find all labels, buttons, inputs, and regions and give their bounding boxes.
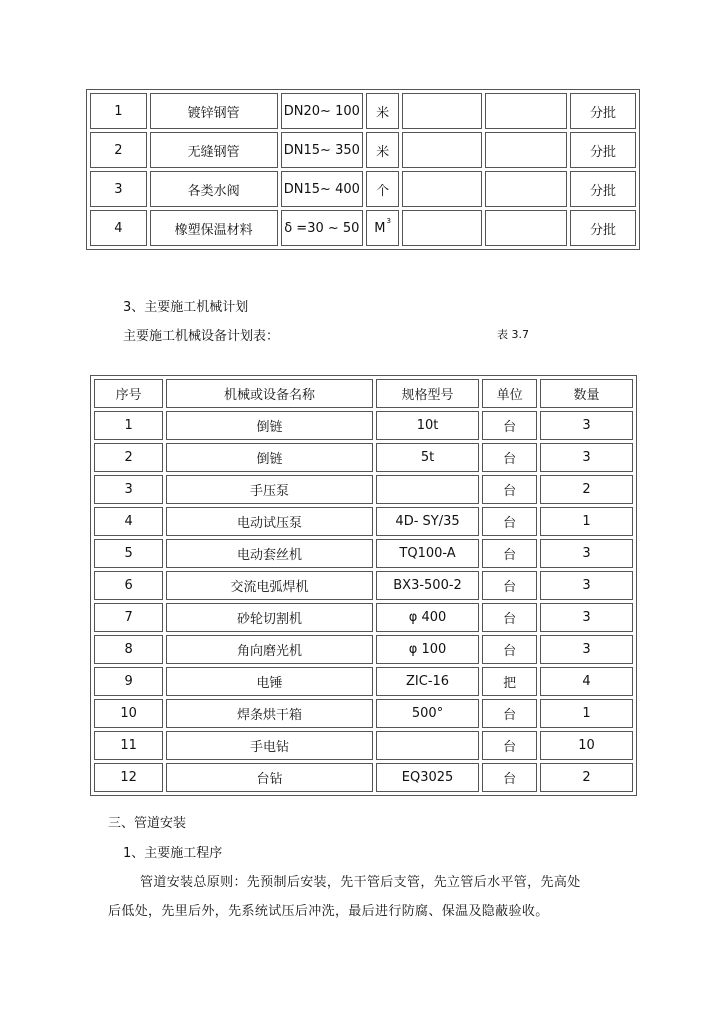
quantity-cell: 3: [540, 443, 633, 472]
table-row: [94, 571, 633, 600]
section-3-title: 3、主要施工机械计划: [123, 300, 249, 315]
material-name-cell: 镀锌钢管: [150, 93, 278, 129]
equipment-name-cell: 焊条烘干箱: [166, 699, 373, 728]
quantity-cell: 3: [540, 603, 633, 632]
header-cell: 规格型号: [376, 379, 479, 408]
material-name-cell: 各类水阀: [150, 171, 278, 207]
unit-cell: 台: [482, 763, 537, 792]
spec-cell: DN20~ 100: [281, 93, 364, 129]
model-cell: BX3-500-2: [376, 571, 479, 600]
material-name-cell: 无缝钢管: [150, 132, 278, 168]
row-number-cell: 3: [94, 475, 163, 504]
subsection-1-title: 1、主要施工程序: [123, 846, 223, 861]
unit-superscript: 3: [386, 216, 391, 225]
note-cell: 分批: [570, 210, 636, 246]
equipment-name-cell: 手压泵: [166, 475, 373, 504]
model-cell: ZIC-16: [376, 667, 479, 696]
row-number-cell: 6: [94, 571, 163, 600]
model-cell: EQ3025: [376, 763, 479, 792]
model-cell: [376, 731, 479, 760]
model-cell: 4D- SY/35: [376, 507, 479, 536]
table-row: [90, 171, 636, 207]
table-row: [94, 475, 633, 504]
row-number-cell: 11: [94, 731, 163, 760]
model-cell: φ 100: [376, 635, 479, 664]
row-number-cell: 2: [90, 132, 147, 168]
spec-cell: δ =30 ~ 50: [281, 210, 364, 246]
equipment-name-cell: 电锤: [166, 667, 373, 696]
quantity-cell: 3: [540, 539, 633, 568]
header-cell: 序号: [94, 379, 163, 408]
unit-cell: 台: [482, 443, 537, 472]
quantity-cell: 1: [540, 507, 633, 536]
quantity-cell: 3: [540, 411, 633, 440]
machinery-header-row: [94, 379, 633, 408]
paragraph-line-2: 后低处，先里后外，先系统试压后冲洗，最后进行防腐、保温及隐蔽验收。: [108, 904, 549, 919]
row-number-cell: 5: [94, 539, 163, 568]
header-cell: 机械或设备名称: [166, 379, 373, 408]
table-row: [90, 132, 636, 168]
equipment-name-cell: 倒链: [166, 411, 373, 440]
chapter-3-title: 三、管道安装: [108, 816, 187, 831]
quantity-cell: 2: [540, 763, 633, 792]
table-row: [94, 635, 633, 664]
row-number-cell: 10: [94, 699, 163, 728]
paragraph-line-1: 管道安装总原则：先预制后安装，先干管后支管，先立管后水平管，先高处: [140, 875, 581, 890]
row-number-cell: 12: [94, 763, 163, 792]
row-number-cell: 4: [90, 210, 147, 246]
equipment-name-cell: 电动套丝机: [166, 539, 373, 568]
table-row: [90, 93, 636, 129]
unit-cell: 台: [482, 539, 537, 568]
equipment-name-cell: 倒链: [166, 443, 373, 472]
unit-cell: [366, 93, 399, 129]
empty-cell: [402, 171, 481, 207]
quantity-cell: 4: [540, 667, 633, 696]
equipment-name-cell: 交流电弧焊机: [166, 571, 373, 600]
equipment-name-cell: 电动试压泵: [166, 507, 373, 536]
unit-text: M: [374, 220, 386, 236]
equipment-name-cell: 手电钻: [166, 731, 373, 760]
table-row: [94, 443, 633, 472]
table-row: [90, 210, 636, 246]
unit-cell: 把: [482, 667, 537, 696]
empty-cell: [402, 132, 481, 168]
empty-cell: [485, 210, 568, 246]
empty-cell: [485, 93, 568, 129]
note-cell: 分批: [570, 132, 636, 168]
materials-table: [86, 89, 640, 250]
quantity-cell: 2: [540, 475, 633, 504]
table-row: [94, 699, 633, 728]
table-row: [94, 539, 633, 568]
row-number-cell: 8: [94, 635, 163, 664]
table-row: [94, 731, 633, 760]
row-number-cell: 1: [94, 411, 163, 440]
empty-cell: [485, 171, 568, 207]
note-cell: 分批: [570, 93, 636, 129]
table-number: 表 3.7: [497, 328, 529, 341]
header-cell: 数量: [540, 379, 633, 408]
spec-cell: DN15~ 350: [281, 132, 364, 168]
quantity-cell: 3: [540, 571, 633, 600]
empty-cell: [402, 210, 481, 246]
equipment-name-cell: 砂轮切割机: [166, 603, 373, 632]
unit-cell: 台: [482, 571, 537, 600]
row-number-cell: 9: [94, 667, 163, 696]
unit-cell: 台: [482, 475, 537, 504]
unit-cell: 台: [482, 507, 537, 536]
table-row: [94, 667, 633, 696]
unit-cell: 台: [482, 411, 537, 440]
model-cell: 500°: [376, 699, 479, 728]
equipment-name-cell: 台钻: [166, 763, 373, 792]
quantity-cell: 1: [540, 699, 633, 728]
model-cell: 10t: [376, 411, 479, 440]
unit-cell: 台: [482, 731, 537, 760]
unit-cell: 台: [482, 699, 537, 728]
model-cell: 5t: [376, 443, 479, 472]
table-row: [94, 507, 633, 536]
unit-cell: [366, 171, 399, 207]
empty-cell: [402, 93, 481, 129]
unit-cell: 台: [482, 603, 537, 632]
machinery-table: [90, 375, 637, 796]
table-row: [94, 411, 633, 440]
unit-text: 米: [376, 105, 390, 121]
row-number-cell: 4: [94, 507, 163, 536]
empty-cell: [485, 132, 568, 168]
row-number-cell: 1: [90, 93, 147, 129]
table-row: [94, 603, 633, 632]
row-number-cell: 3: [90, 171, 147, 207]
model-cell: [376, 475, 479, 504]
unit-cell: 台: [482, 635, 537, 664]
note-cell: 分批: [570, 171, 636, 207]
quantity-cell: 3: [540, 635, 633, 664]
row-number-cell: 7: [94, 603, 163, 632]
model-cell: TQ100-A: [376, 539, 479, 568]
unit-text: 米: [376, 144, 390, 160]
unit-cell: [366, 210, 399, 246]
unit-text: 个: [376, 183, 390, 199]
model-cell: φ 400: [376, 603, 479, 632]
header-cell: 单位: [482, 379, 537, 408]
quantity-cell: 10: [540, 731, 633, 760]
machinery-caption: 主要施工机械设备计划表：: [123, 329, 280, 344]
unit-cell: [366, 132, 399, 168]
spec-cell: DN15~ 400: [281, 171, 364, 207]
equipment-name-cell: 角向磨光机: [166, 635, 373, 664]
row-number-cell: 2: [94, 443, 163, 472]
table-row: [94, 763, 633, 792]
material-name-cell: 橡塑保温材料: [150, 210, 278, 246]
